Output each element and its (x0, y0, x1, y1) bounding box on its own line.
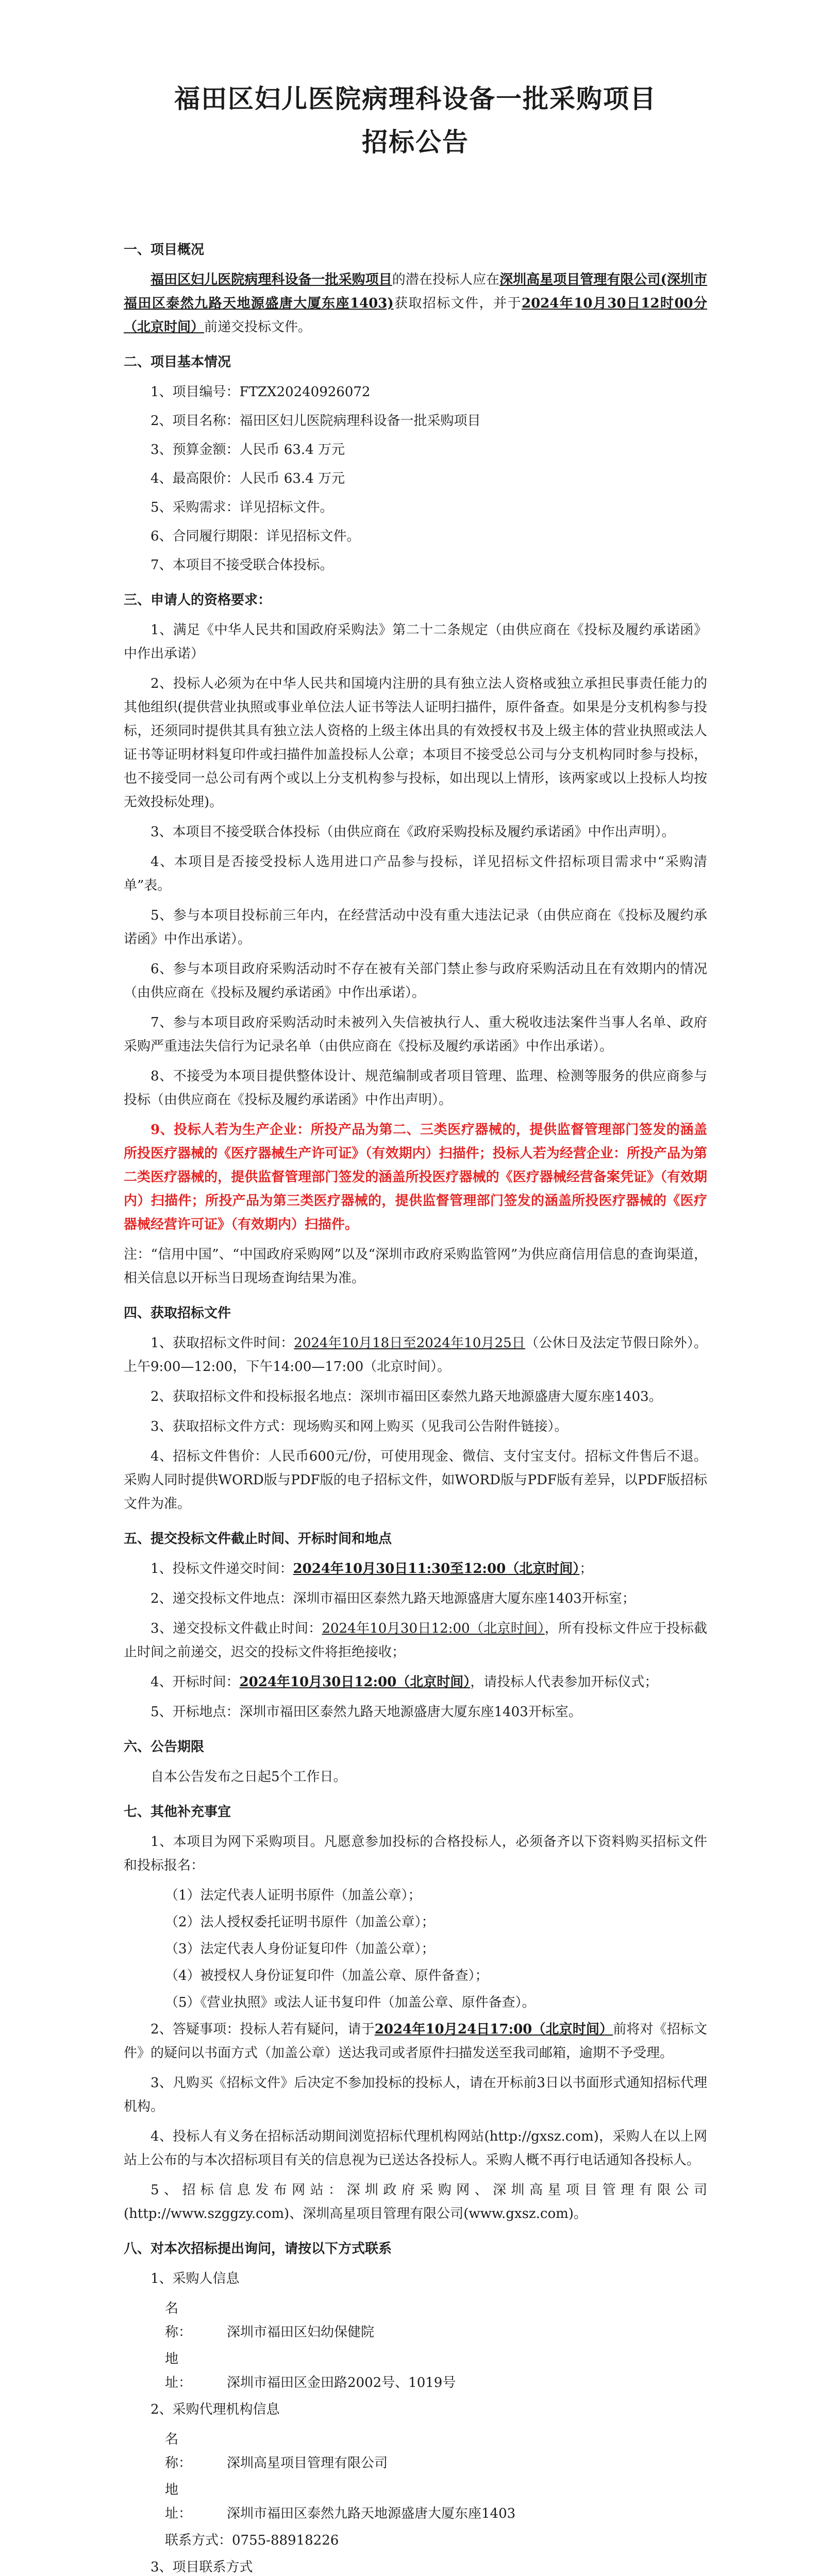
label: 名 称： (165, 2301, 206, 2340)
required-doc-item: （1）法定代表人证明书原件（加盖公章）； (165, 1888, 422, 1903)
title-line-1: 福田区妇儿医院病理科设备一批采购项目 (174, 84, 657, 114)
section-3-heading: 三、申请人的资格要求： (124, 592, 272, 608)
basic-info-item: 2、项目名称：福田区妇儿医院病理科设备一批采购项目 (151, 413, 481, 429)
agency-phone: 联系方式：0755-88918226 (165, 2533, 339, 2548)
s4-hours: （公休日及法定节假日除外）。上午9:00—12:00，下午14:00—17:00（北京时间）。 (124, 1335, 707, 1375)
required-doc-item: （5）《营业执照》或法人证书复印件（加盖公章、原件备查）。 (165, 1995, 536, 2010)
submission-time (124, 1557, 707, 1581)
qualification-note: 注：“信用中国”、“中国政府采购网”以及“深圳市政府采购监管网”为供应商信用信息的查询渠道，相关信息以开标当日现场查询结果为准。 (124, 1247, 707, 1286)
s5-label-4: 4、开标时间： (151, 1674, 240, 1690)
submission-deadline (124, 1617, 707, 1664)
s5-label-3: 3、递交投标文件截止时间： (151, 1621, 322, 1636)
obtain-docs-time (124, 1331, 707, 1379)
supplement-item: 3、凡购买《招标文件》后决定不参加投标的投标人，请在开标前3日以书面形式通知招标代理机构。 (124, 2075, 707, 2114)
obtain-docs-location: 2、获取招标文件和投标报名地点：深圳市福田区泰然九路天地源盛唐大厦东座1403。 (151, 1389, 662, 1404)
label: 地 址： (165, 2482, 206, 2521)
title-line-2: 招标公告 (362, 127, 469, 157)
s5-punct-1: ； (579, 1561, 593, 1577)
s5-text-3: ，所有投标文件应于投标截止时间之前递交，迟交的投标文件将拒绝接收； (124, 1621, 707, 1660)
agency-address (124, 2478, 707, 2526)
section-4-heading: 四、获取招标文件 (124, 1306, 231, 1321)
qualification-item-medical-device: 9、投标人若为生产企业：所投产品为第二、三类医疗器械的，提供监督管理部门签发的涵盖所投医疗器械的《医疗器械生产许可证》（有效期内）扫描件；投标人若为经营企业：所投产品为第二类医疗器械的，提供监督管理部门签发的涵盖所投医疗器械的《医疗器械经营备案凭证》（有效期内）扫描件；所投产品为第三类医疗器械的，提供监督管理部门签发的涵盖所投医疗器械的《医疗器械经营许可证》（有效期内）扫描件。 (124, 1122, 707, 1232)
agency-address-text: 深圳高星项目管理有限公司(深圳市福田区泰然九路天地源盛唐大厦东座1403) (124, 272, 707, 311)
s7-text-2c: 前将对《招标文件》的疑问以书面方式（加盖公章）送达我司或者原件扫描发送至我司邮箱，逾期不予受理。 (124, 2022, 707, 2061)
s1-text-2: 的潜在投标人应在 (392, 272, 500, 287)
deadline-text: 2024年10月30日12时00分（北京时间） (124, 296, 707, 335)
basic-info-item: 3、预算金额：人民币 63.4 万元 (151, 442, 345, 457)
obtain-docs-price: 4、招标文件售价：人民币600元/份，可使用现金、微信、支付宝支付。招标文件售后不退。采购人同时提供WORD版与PDF版的电子招标文件，如WORD版与PDF版有差异，以PDF版招标文件为准。 (124, 1449, 707, 1512)
obtain-docs-period: 2024年10月18日至2024年10月25日 (294, 1335, 525, 1351)
project-name-text: 福田区妇儿医院病理科设备一批采购项目 (151, 272, 392, 287)
project-contact-heading: 3、项目联系方式 (151, 2560, 253, 2575)
obtain-docs-method: 3、获取招标文件方式：现场购买和网上购买（见我司公告附件链接）。 (151, 1419, 568, 1434)
required-doc-item: （4）被授权人身份证复印件（加盖公章、原件备查）； (165, 1968, 489, 1984)
value: 深圳市福田区金田路2002号、1019号 (227, 2375, 456, 2391)
qualification-item: 3、本项目不接受联合体投标（由供应商在《政府采购投标及履约承诺函》中作出声明）。 (151, 824, 675, 840)
deadline-datetime: 2024年10月30日12:00（北京时间） (322, 1621, 545, 1636)
label: 名 称： (165, 2432, 206, 2471)
s7-text-2a: 2、答疑事项：投标人若有疑问，请于 (151, 2022, 375, 2037)
supplement-item: 1、本项目为网下采购项目。凡愿意参加投标的合格投标人，必须备齐以下资料购买招标文件和投标报名： (124, 1834, 707, 1873)
basic-info-item: 6、合同履行期限：详见招标文件。 (151, 529, 360, 544)
purchaser-name (124, 2297, 707, 2344)
basic-info-item: 1、项目编号：FTZX20240926072 (151, 384, 371, 400)
submission-location: 2、递交投标文件地点：深圳市福田区泰然九路天地源盛唐大厦东座1403开标室； (151, 1591, 636, 1606)
section-1-heading: 一、项目概况 (124, 242, 205, 258)
agency-name (124, 2428, 707, 2475)
qualification-item: 5、参与本项目投标前三年内，在经营活动中没有重大违法记录（由供应商在《投标及履约承诺函》中作出承诺）。 (124, 908, 707, 947)
notice-period: 自本公告发布之日起5个工作日。 (151, 1769, 347, 1785)
qualification-item: 8、不接受为本项目提供整体设计、规范编制或者项目管理、监理、检测等服务的供应商参与投标（由供应商在《投标及履约承诺函》中作出声明）。 (124, 1069, 707, 1108)
value: 深圳市福田区泰然九路天地源盛唐大厦东座1403 (227, 2506, 516, 2521)
qualification-item: 4、本项目是否接受投标人选用进口产品参与投标，详见招标文件招标项目需求中“采购清单”表。 (124, 854, 707, 893)
qualification-item: 1、满足《中华人民共和国政府采购法》第二十二条规定（由供应商在《投标及履约承诺函》中作出承诺） (124, 622, 707, 662)
section-2-heading: 二、项目基本情况 (124, 354, 231, 370)
qualification-item: 6、参与本项目政府采购活动时不存在被有关部门禁止参与政府采购活动且在有效期内的情况（由供应商在《投标及履约承诺函》中作出承诺）。 (124, 961, 707, 1001)
opening-datetime: 2024年10月30日12:00（北京时间） (239, 1674, 471, 1690)
page-title (124, 77, 707, 164)
opening-location: 5、开标地点：深圳市福田区泰然九路天地源盛唐大厦东座1403开标室。 (151, 1704, 582, 1720)
qualification-item: 7、参与本项目政府采购活动时未被列入失信被执行人、重大税收违法案件当事人名单、政府采购严重违法失信行为记录名单（由供应商在《投标及履约承诺函》中作出承诺）。 (124, 1015, 707, 1054)
section-7-heading: 七、其他补充事宜 (124, 1804, 231, 1820)
s1-text-4: 获取招标文件，并于 (393, 296, 522, 311)
agency-heading: 2、采购代理机构信息 (151, 2402, 280, 2417)
supplement-item: 5、招标信息发布网站：深圳政府采购网、深圳高星项目管理有限公司(http://www.szggzy.com)、深圳高星项目管理有限公司(www.gxsz.com)。 (124, 2182, 707, 2222)
section-6-heading: 六、公告期限 (124, 1739, 205, 1755)
question-instructions (124, 2018, 707, 2065)
section-8-heading: 八、对本次招标提出询问，请按以下方式联系 (124, 2241, 392, 2257)
purchaser-address (124, 2347, 707, 2395)
section-1-paragraph (124, 268, 707, 339)
s5-label-1: 1、投标文件递交时间： (151, 1561, 293, 1577)
required-doc-item: （3）法定代表人身份证复印件（加盖公章）； (165, 1941, 435, 1957)
required-doc-item: （2）法人授权委托证明书原件（加盖公章）； (165, 1914, 435, 1930)
s1-text-6: 前递交投标文件。 (204, 319, 312, 335)
question-deadline: 2024年10月24日17:00（北京时间） (374, 2022, 613, 2037)
purchaser-heading: 1、采购人信息 (151, 2271, 240, 2286)
opening-time (124, 1670, 707, 1694)
submission-window: 2024年10月30日11:30至12:00（北京时间） (293, 1561, 580, 1577)
basic-info-item: 4、最高限价：人民币 63.4 万元 (151, 471, 345, 486)
value: 深圳市福田区妇幼保健院 (227, 2325, 375, 2340)
label: 地 址： (165, 2351, 206, 2391)
qualification-item: 2、投标人必须为在中华人民共和国境内注册的具有独立法人资格或独立承担民事责任能力的其他组织(提供营业执照或事业单位法人证书等法人证明扫描件，原件备查。如果是分支机构参与投标，还须同时提供其具有独立法人资格的上级主体出具的有效授权书及上级主体的营业执照或法人证书等证明材料复印件或扫描件加盖投标人公章；本项目不接受总公司与分支机构同时参与投标，也不接受同一总公司有两个或以上分支机构参与投标，如出现以上情形，该两家或以上投标人均按无效投标处理)。 (124, 676, 707, 810)
section-5-heading: 五、提交投标文件截止时间、开标时间和地点 (124, 1531, 392, 1547)
value: 深圳高星项目管理有限公司 (227, 2455, 388, 2471)
s5-text-4: ，请投标人代表参加开标仪式； (470, 1674, 658, 1690)
supplement-item: 4、投标人有义务在招标活动期间浏览招标代理机构网站(http://gxsz.com)，采购人在以上网站上公布的与本次招标项目有关的信息视为已送达各投标人。采购人概不再行电话通知各投标人。 (124, 2129, 707, 2168)
basic-info-item: 5、采购需求：详见招标文件。 (151, 500, 333, 515)
s4-label: 1、获取招标文件时间： (151, 1335, 294, 1351)
basic-info-item: 7、本项目不接受联合体投标。 (151, 557, 333, 573)
